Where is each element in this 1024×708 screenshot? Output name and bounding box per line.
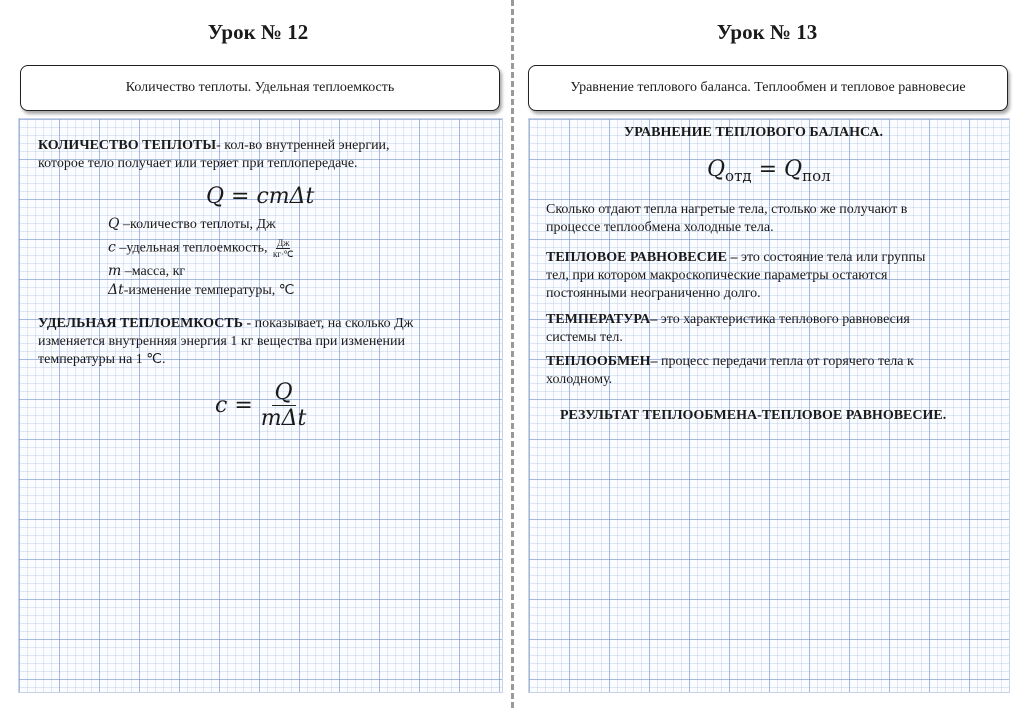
def-thermal-equilibrium-line1: это состояние тела или группы (737, 250, 926, 265)
def-thermal-equilibrium-line3: постоянными неограниченно долго. (546, 286, 761, 301)
result-statement: РЕЗУЛЬТАТ ТЕПЛООБМЕНА-ТЕПЛОВОЕ РАВНОВЕСИЕ. (560, 408, 947, 423)
var-c-unit (273, 238, 293, 259)
var-m-symbol: m (108, 263, 122, 279)
def-quantity-heat-term: КОЛИЧЕСТВО ТЕПЛОТЫ (38, 138, 217, 153)
def-heat-exchange-term: ТЕПЛООБМЕН– (546, 354, 658, 369)
formula-q-in: Q (784, 157, 803, 182)
def-specific-heat-line2: изменяется внутренняя энергия 1 кг вещества при изменении (38, 334, 406, 349)
left-page-title: Урок № 12 (207, 20, 309, 44)
def-quantity-heat-line2: которое тело получает или теряет при теплопередаче. (38, 156, 358, 171)
def-heat-exchange-line2: холодному. (546, 372, 613, 387)
var-c-unit-num: Дж (277, 238, 290, 248)
heat-balance-text (546, 201, 996, 237)
heat-balance-heading: УРАВНЕНИЕ ТЕПЛОВОГО БАЛАНСА. (624, 125, 884, 140)
left-topic-text: Количество теплоты. Удельная теплоемкость (125, 80, 395, 95)
def-specific-heat-term: УДЕЛЬНАЯ ТЕПЛОЕМКОСТЬ - (38, 316, 252, 331)
def-thermal-equilibrium-line2: тел, при котором макроскопические параметры остаются (546, 268, 888, 283)
formula-c-den: mΔt (260, 406, 307, 431)
var-q (108, 215, 276, 234)
var-c-symbol: c (108, 239, 116, 256)
var-q-text: –количество теплоты, Дж (119, 217, 276, 232)
formula-c-lhs: c = (215, 393, 253, 418)
def-specific-heat-line3: температуры на 1 ℃. (38, 352, 166, 367)
formula-c (215, 380, 306, 431)
heat-balance-line2: процессе теплообмена холодные тела. (546, 220, 774, 235)
def-thermal-equilibrium (546, 249, 996, 303)
var-dt-symbol: Δt (108, 282, 124, 298)
def-quantity-heat-line1: - кол-во внутренней энергии, (216, 138, 390, 153)
heat-balance-line1: Сколько отдают тепла нагретые тела, столько же получают в (546, 202, 908, 217)
def-specific-heat (38, 315, 498, 369)
var-q-symbol: Q (108, 216, 120, 232)
var-m-text: –масса, кг (121, 264, 186, 279)
formula-equals: = (751, 157, 785, 182)
right-topic-box (528, 65, 1008, 111)
right-topic-text: Уравнение теплового баланса. Теплообмен и тепловое равновесие (570, 80, 966, 95)
formula-c-num: Q (272, 380, 296, 406)
right-page-title: Урок № 13 (716, 20, 818, 44)
var-dt-text: -изменение температуры, ℃ (123, 283, 295, 298)
left-topic-box (20, 65, 500, 111)
def-thermal-equilibrium-term: ТЕПЛОВОЕ РАВНОВЕСИЕ – (546, 250, 738, 265)
var-c (108, 238, 293, 259)
page-divider (511, 0, 514, 708)
formula-q-cmdt: Q = cmΔt (206, 184, 315, 209)
def-temperature-line1: это характеристика теплового равновесия (657, 312, 910, 327)
var-c-text: –удельная теплоемкость, (115, 240, 272, 256)
def-temperature (546, 311, 996, 347)
def-heat-exchange-line1: процесс передачи тепла от горячего тела к (657, 354, 914, 369)
def-temperature-line2: системы тел. (546, 330, 623, 345)
formula-sub-out: отд (725, 167, 752, 185)
formula-heat-balance (707, 157, 831, 185)
def-temperature-term: ТЕМПЕРАТУРА– (546, 312, 658, 327)
def-heat-exchange (546, 353, 996, 389)
def-specific-heat-line1: показывает, на сколько Дж (251, 316, 414, 331)
formula-sub-in: пол (802, 167, 831, 185)
formula-q-out: Q (707, 157, 726, 182)
var-c-unit-den: кг∙℃ (273, 249, 294, 259)
var-dt (108, 281, 295, 300)
formula-c-fraction (261, 380, 307, 431)
var-m (108, 262, 185, 281)
def-quantity-heat (38, 137, 498, 173)
